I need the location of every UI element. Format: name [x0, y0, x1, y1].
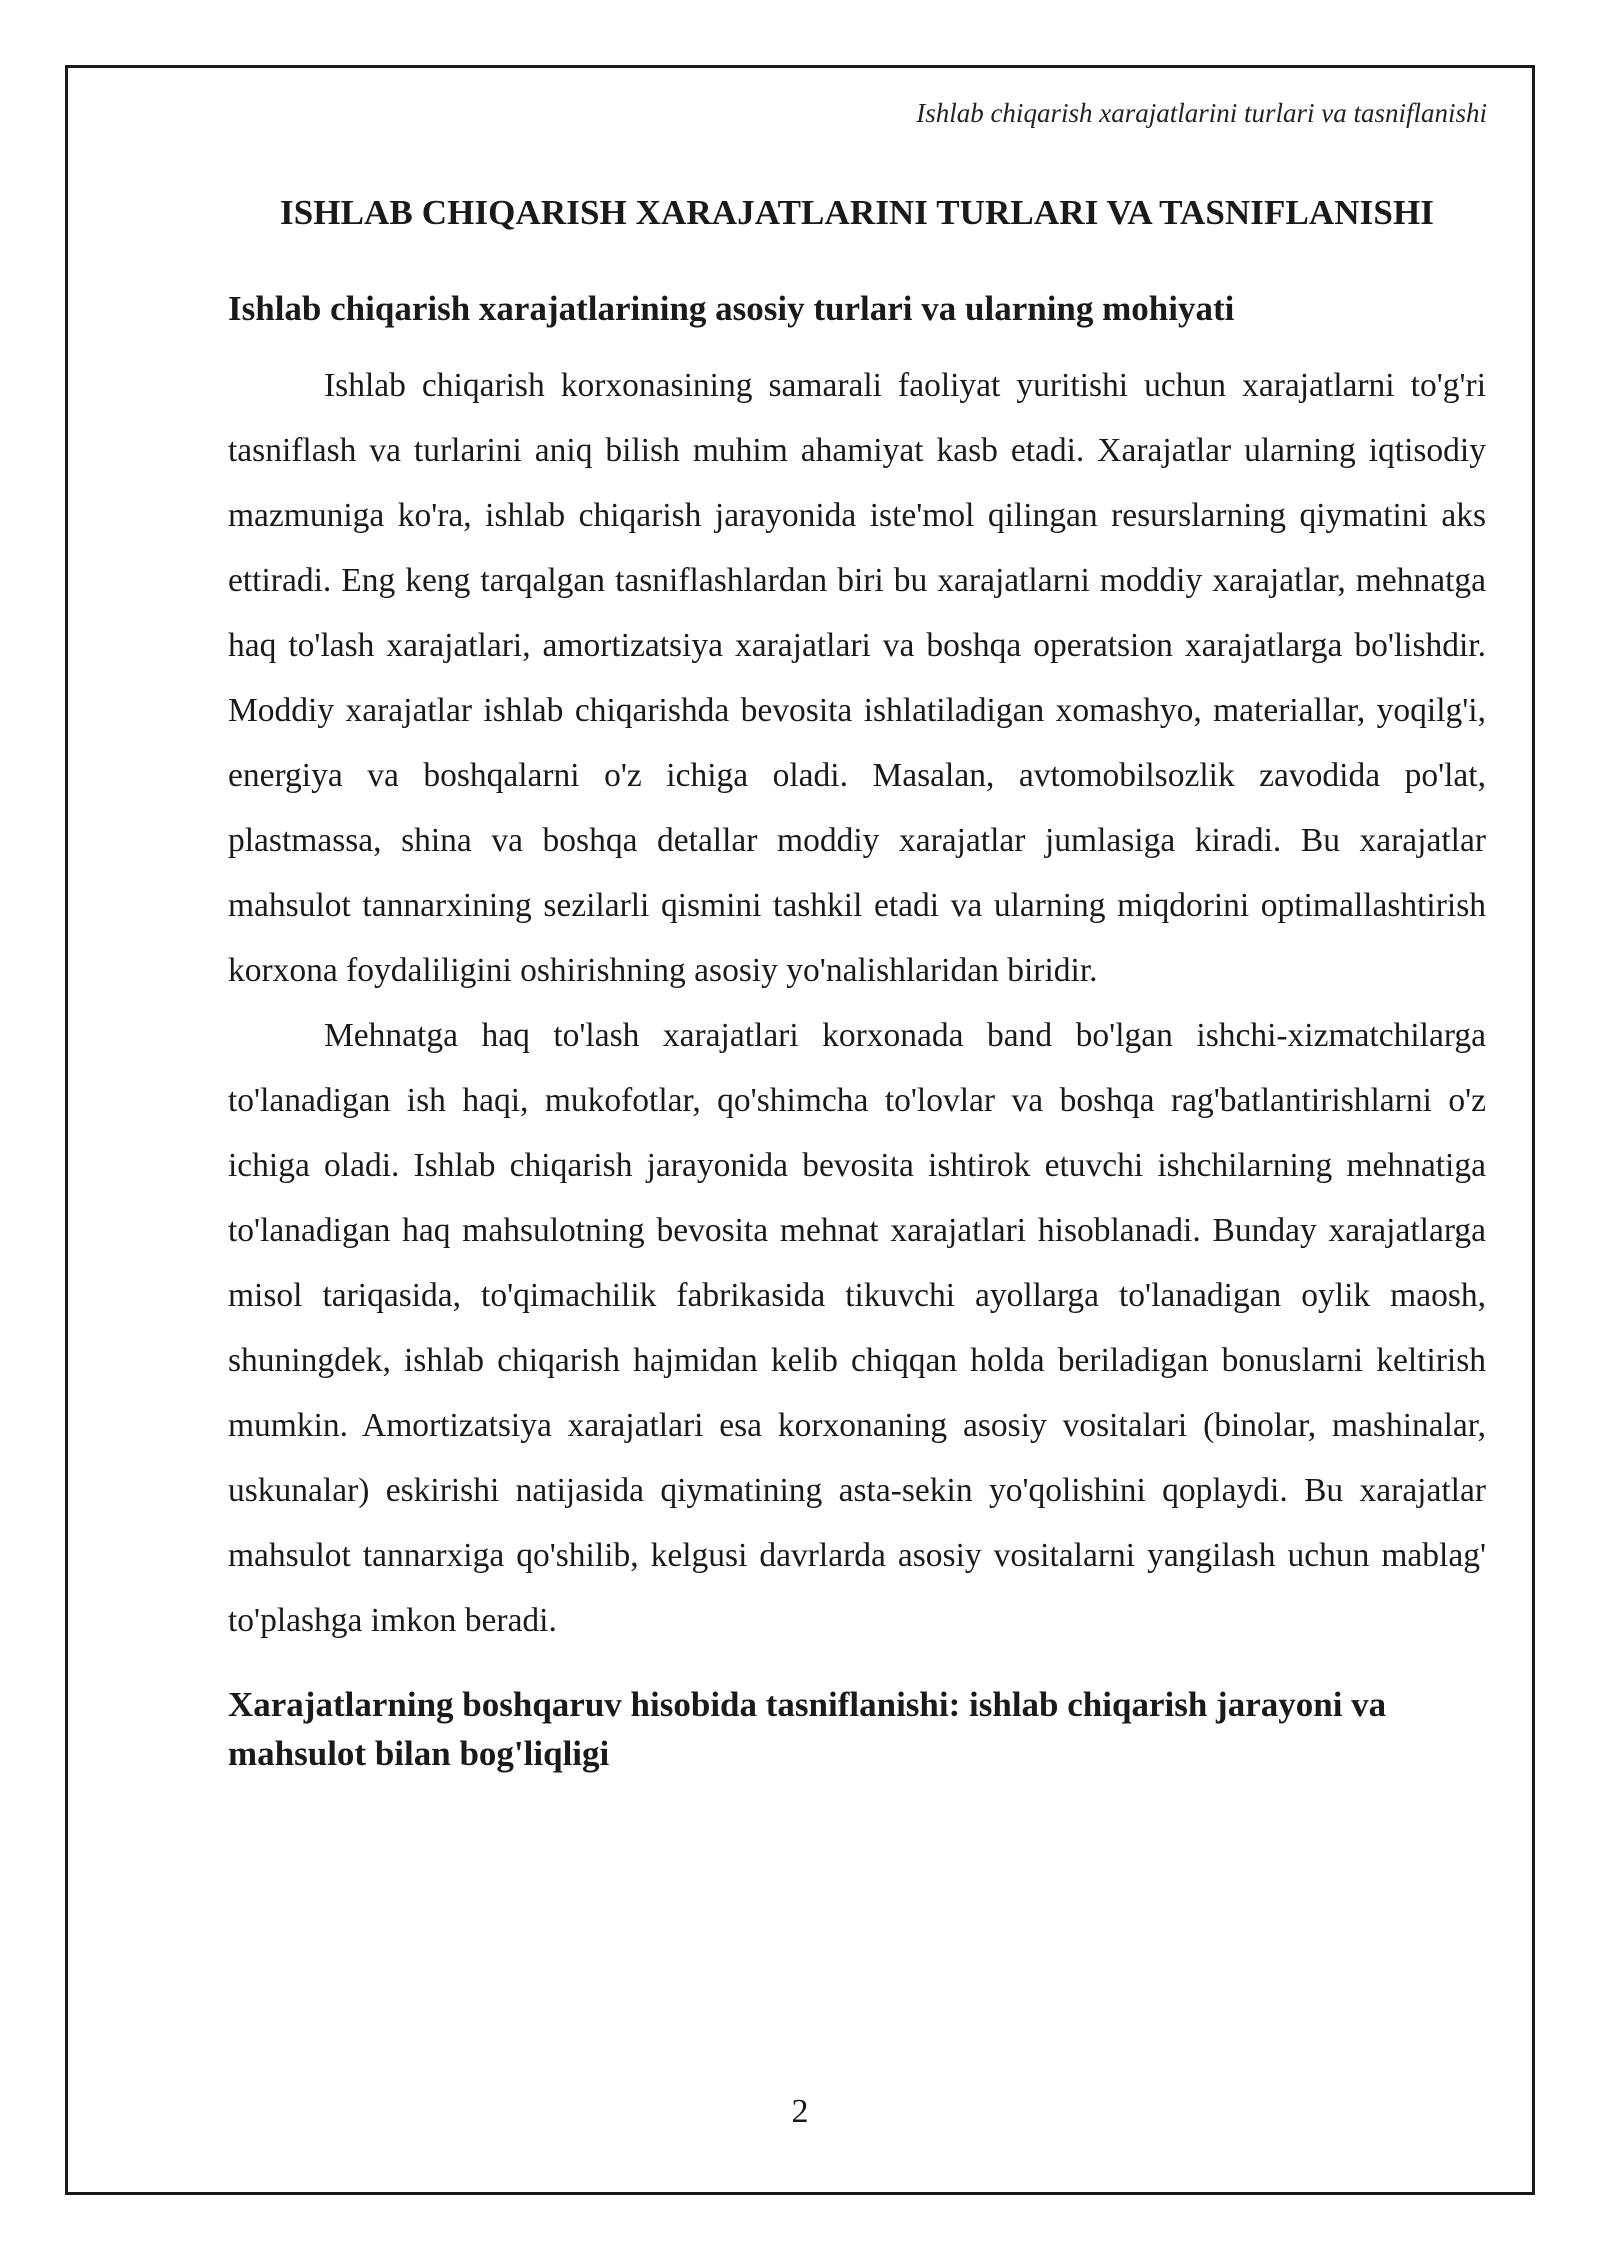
document-body — [228, 185, 1486, 1778]
page-number: 2 — [791, 2093, 809, 2130]
section-heading-1: Ishlab chiqarish xarajatlarining asosiy turlari va ularning mohiyati — [228, 289, 1235, 328]
running-header: Ishlab chiqarish xarajatlarini turlari va tasniflanishi — [916, 98, 1487, 128]
section-heading-2: Xarajatlarning boshqaruv hisobida tasniflanishi: ishlab chiqarish jarayoni va mahsulot bilan bog'liqligi — [228, 1685, 1387, 1773]
paragraph-2: Mehnatga haq to'lash xarajatlari korxonada band bo'lgan ishchi-xizmatchilarga to'lanadigan ish haqi, mukofotlar, qo'shimcha to'lovlar va boshqa rag'batlantirishlarni o'z ichiga oladi. Ishlab chiqarish jarayonida bevosita ishtirok etuvchi ishchilarning mehnatiga to'lanadigan haq mahsulotning bevosita mehnat xarajatlari hisoblanadi. Bunday xarajatlarga misol tariqasida, to'qimachilik fabrikasida tikuvchi ayollarga to'lanadigan oylik maosh, shuningdek, ishlab chiqarish hajmidan kelib chiqqan holda beriladigan bonuslarni keltirish mumkin. Amortizatsiya xarajatlari esa korxonaning asosiy vositalari (binolar, mashinalar, uskunalar) eskirishi natijasida qiymatining asta-sekin yo'qolishini qoplaydi. Bu xarajatlar mahsulot tannarxiga qo'shilib, kelgusi davrlarda asosiy vositalarni yangilash uchun mablag' to'plashga imkon beradi. — [228, 1017, 1486, 1639]
document-title: ISHLAB CHIQARISH XARAJATLARINI TURLARI VA TASNIFLANISHI — [280, 193, 1434, 232]
paragraph-1: Ishlab chiqarish korxonasining samarali faoliyat yuritishi uchun xarajatlarni to'g'ri tasniflash va turlarini aniq bilish muhim ahamiyat kasb etadi. Xarajatlar ularning iqtisodiy mazmuniga ko'ra, ishlab chiqarish jarayonida iste'mol qilingan resurslarning qiymatini aks ettiradi. Eng keng tarqalgan tasniflashlardan biri bu xarajatlarni moddiy xarajatlar, mehnatga haq to'lash xarajatlari, amortizatsiya xarajatlari va boshqa operatsion xarajatlarga bo'lishdir. Moddiy xarajatlar ishlab chiqarishda bevosita ishlatiladigan xomashyo, materiallar, yoqilg'i, energiya va boshqalarni o'z ichiga oladi. Masalan, avtomobilsozlik zavodida po'lat, plastmassa, shina va boshqa detallar moddiy xarajatlar jumlasiga kiradi. Bu xarajatlar mahsulot tannarxining sezilarli qismini tashkil etadi va ularning miqdorini optimallashtirish korxona foydaliligini oshirishning asosiy yo'nalishlaridan biridir. — [228, 367, 1486, 989]
